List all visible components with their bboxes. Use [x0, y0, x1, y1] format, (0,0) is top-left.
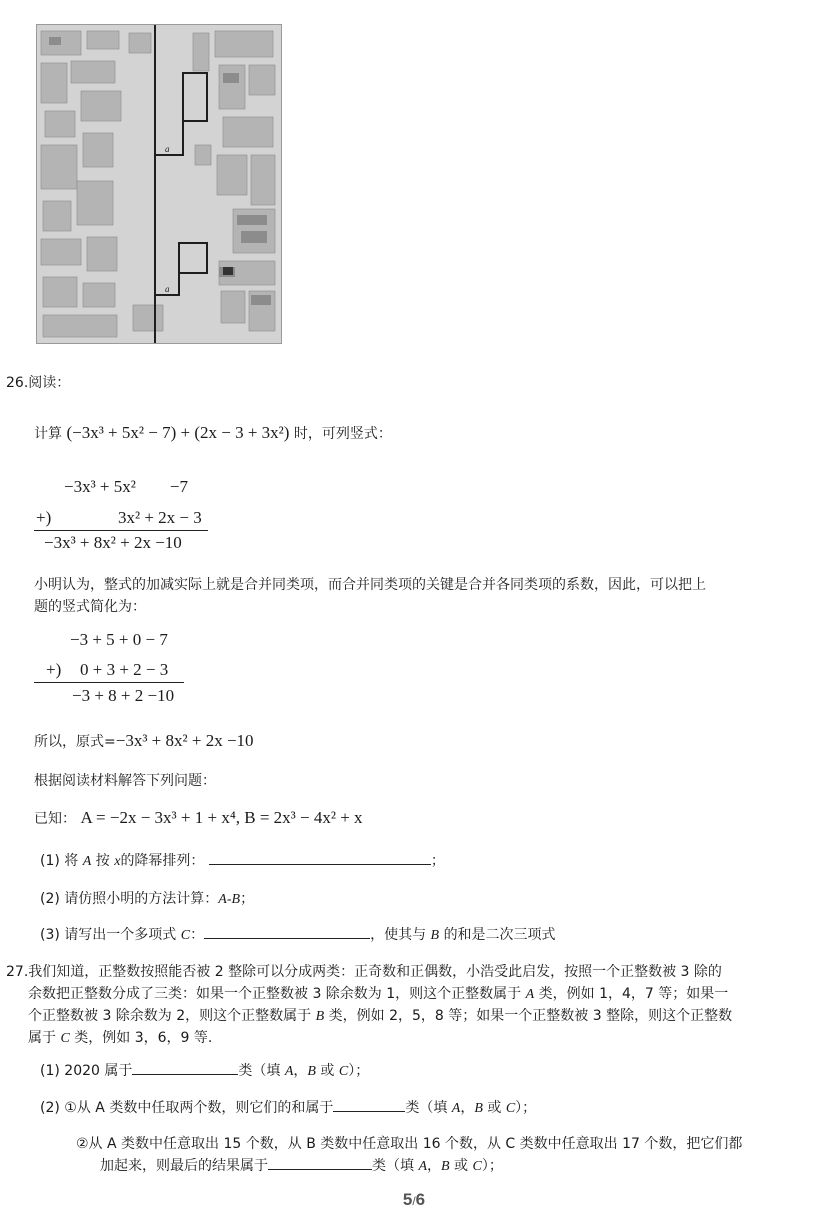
q27-line4-a: 属于 [28, 1030, 56, 1046]
vertical1-operator: +) [36, 508, 52, 527]
part3-text-a: 请写出一个多项式 [64, 927, 177, 943]
q26-calc-line [34, 423, 392, 443]
q27-part3-line2 [100, 1155, 503, 1175]
q27-part1-var-a: A [284, 1064, 294, 1079]
q27-part1-end: ）； [348, 1063, 370, 1079]
vertical2-operator: +) [46, 660, 62, 679]
part1-text-a: 将 [64, 853, 79, 869]
q27-part3-line1: ②从 A 类数中任意取出 15 个数，从 B 类数中任意取出 16 个数，从 C 类数中任意取出 17 个数，把它们都 [76, 1136, 743, 1152]
so-expression: −3x³ + 8x² + 2x −10 [115, 731, 254, 750]
q27-part1-fill: 类（填 [238, 1063, 281, 1079]
map-figure-svg [37, 25, 281, 343]
known-expression: A = −2x − 3x³ + 1 + x⁴, B = 2x³ − 4x² + x [80, 808, 363, 827]
known-prefix: 已知： [34, 811, 76, 827]
q27-part1-text: 2020 属于 [64, 1063, 133, 1079]
q26-instruction: 根据阅读材料解答下列问题： [34, 773, 216, 789]
q27-line1 [6, 961, 722, 981]
q27-part2-fill: 类（填 [405, 1100, 448, 1116]
page-current: 5 [402, 1190, 413, 1209]
q27-line2-var: A [525, 987, 535, 1002]
q27-part3-var-b: B [441, 1159, 450, 1174]
vertical1-row2: 3x² + 2x − 3 [118, 508, 202, 527]
q27-part2 [40, 1097, 536, 1117]
q27-line4-var: C [60, 1031, 70, 1046]
part1-end: ； [430, 853, 445, 869]
q27-line3 [28, 1005, 732, 1025]
q26-para-line1: 小明认为，整式的加减实际上就是合并同类项，而合并同类项的关键是合并各同类项的系数，因此，可以把上 [34, 577, 706, 593]
q26-known-line [34, 808, 363, 828]
q26-para-line2: 题的竖式简化为： [34, 599, 146, 615]
q27-part3-comma: ， [427, 1158, 442, 1174]
q27-part1-or: 或 [320, 1063, 335, 1079]
q27-part1 [40, 1060, 369, 1080]
q27-part3-fill: 类（填 [372, 1158, 414, 1174]
part1-text-b: 按 [95, 853, 110, 869]
vertical2-result: −3 + 8 + 2 −10 [72, 686, 175, 705]
q27-part3-or: 或 [454, 1158, 469, 1174]
q27-line3-var: B [315, 1009, 325, 1024]
q27-line4 [28, 1027, 212, 1047]
q27-part1-comma: ， [293, 1063, 308, 1079]
q27-part1-var-b: B [307, 1064, 316, 1079]
q27-part2-or: 或 [487, 1100, 502, 1116]
q27-part3-text: 加起来，则最后的结果属于 [100, 1158, 268, 1174]
part2-text: 请仿照小明的方法计算： [64, 891, 219, 907]
map-figure [36, 24, 282, 344]
part1-answer-blank[interactable] [209, 863, 431, 865]
q27-part2-text: ①从 A 类数中任取两个数，则它们的和属于 [64, 1100, 334, 1116]
q27-part2-var-b: B [474, 1101, 483, 1116]
q26-part1 [40, 850, 445, 870]
q26-so-line [34, 731, 254, 751]
part2-expression: A-B [218, 892, 241, 907]
map-label-a-lower: a [165, 284, 170, 294]
part2-num: (2) [40, 891, 60, 907]
page-number [0, 1190, 828, 1210]
q26-part3 [40, 924, 556, 944]
so-prefix: 所以，原式= [34, 734, 116, 750]
q27-line2-b: 类，例如 1，4，7 等；如果一 [538, 986, 729, 1002]
part1-num: (1) [40, 853, 60, 869]
part3-answer-blank[interactable] [204, 937, 370, 939]
q27-line2 [28, 983, 728, 1003]
part1-var-x: x [114, 854, 121, 869]
q27-part2-var-a: A [451, 1101, 461, 1116]
page-total: 6 [415, 1190, 426, 1209]
part3-var-c: C [180, 928, 191, 943]
q27-part1-num: (1) [40, 1063, 60, 1079]
part3-var-b: B [430, 928, 440, 943]
q26-part2 [40, 888, 254, 908]
vertical1-row1: −3x³ + 5x² −7 [64, 477, 188, 496]
map-label-a: a [165, 144, 170, 154]
q27-part2-var-c: C [505, 1101, 516, 1116]
q27-part3-var-a: A [418, 1159, 428, 1174]
vertical2-row1: −3 + 5 + 0 − 7 [70, 630, 168, 649]
vertical1-rule [34, 530, 208, 531]
q26-header [6, 372, 70, 392]
part1-var-a: A [82, 854, 92, 869]
q27-part1-var-c: C [338, 1064, 349, 1079]
part3-text-c: 的和是二次三项式 [443, 927, 556, 943]
q27-line1-text: 我们知道，正整数按照能否被 2 整除可以分成两类：正奇数和正偶数，小浩受此启发，按照一个正整数被 3 除的 [28, 964, 722, 980]
q27-part3-var-c: C [472, 1159, 482, 1174]
calc-expression: (−3x³ + 5x² − 7) + (2x − 3 + 3x²) [66, 423, 290, 442]
q27-part3-end: ）； [481, 1158, 503, 1174]
vertical1-result: −3x³ + 8x² + 2x −10 [44, 533, 182, 552]
q27-part2-end: ）； [515, 1100, 537, 1116]
q27-part1-answer-blank[interactable] [132, 1073, 238, 1075]
vertical2-rule [34, 682, 184, 683]
part1-text-c: 的降幂排列： [120, 853, 205, 869]
q27-number: 27. [6, 964, 29, 980]
q27-line2-a: 余数把正整数分成了三类：如果一个正整数被 3 除余数为 1，则这个正整数属于 [28, 986, 522, 1002]
q27-line4-b: 类，例如 3，6，9 等. [74, 1030, 213, 1046]
q27-line3-a: 个正整数被 3 除余数为 2，则这个正整数属于 [28, 1008, 312, 1024]
calc-suffix: 时，可列竖式： [293, 426, 392, 442]
part2-end: ； [240, 891, 255, 907]
q27-line3-b: 类，例如 2，5，8 等；如果一个正整数被 3 整除，则这个正整数 [328, 1008, 733, 1024]
q27-part2-num: (2) [40, 1100, 60, 1116]
part3-colon: ： [190, 927, 205, 943]
vertical2-row2: 0 + 3 + 2 − 3 [80, 660, 169, 679]
q26-number: 26. [6, 375, 29, 391]
part3-num: (3) [40, 927, 60, 943]
q27-part2-answer-blank[interactable] [333, 1110, 405, 1112]
q26-heading: 阅读： [28, 375, 71, 391]
q27-part2-comma: ， [460, 1100, 475, 1116]
part3-text-b: ，使其与 [370, 927, 427, 943]
q27-part3-answer-blank[interactable] [268, 1168, 372, 1170]
page-slash: / [412, 1194, 416, 1208]
calc-prefix: 计算 [34, 426, 62, 442]
